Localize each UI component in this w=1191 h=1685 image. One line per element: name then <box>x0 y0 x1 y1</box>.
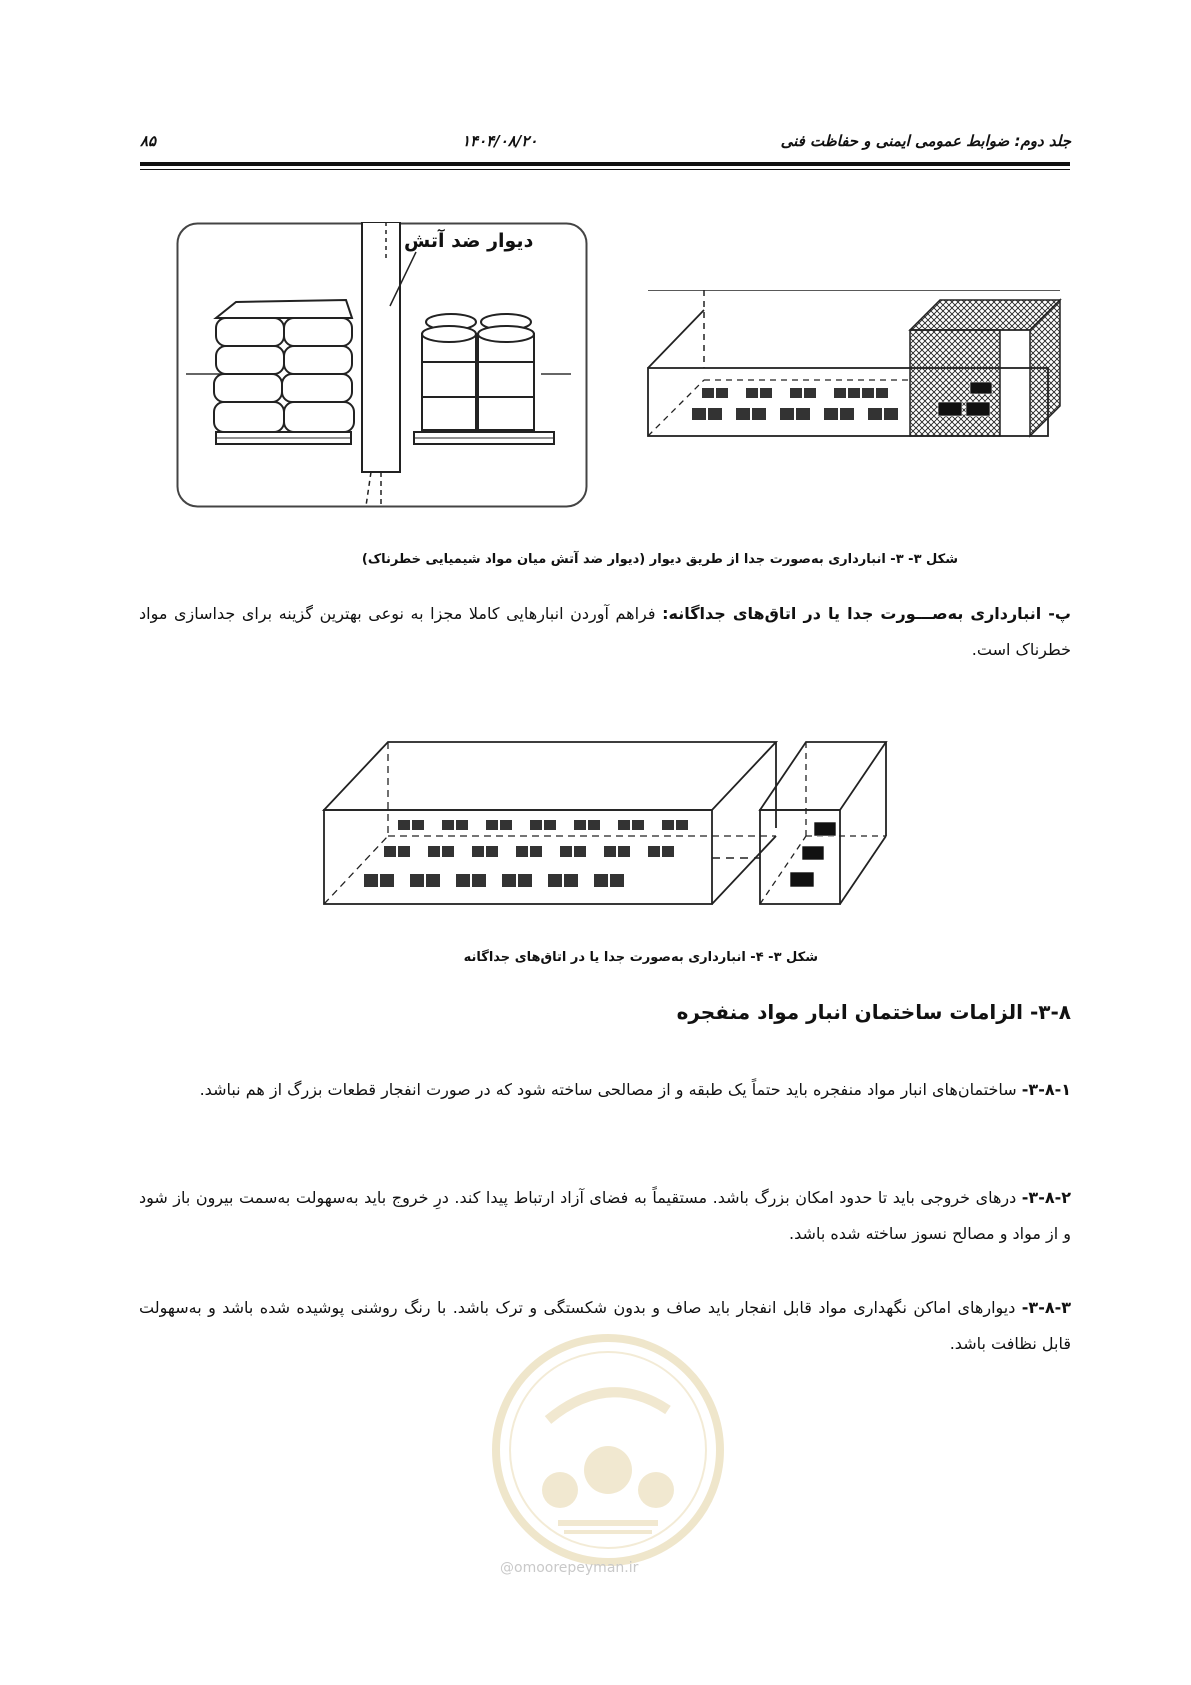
item-number: ۳-۸-۱- <box>1021 1080 1071 1099</box>
list-item <box>139 1072 1071 1108</box>
figure-hatched-room-illustration <box>640 290 1070 440</box>
list-item <box>139 1180 1071 1252</box>
page-number: ۸۵ <box>140 132 157 150</box>
running-header-title: جلد دوم: ضوابط عمومی ایمنی و حفاظت فنی <box>780 132 1071 150</box>
paragraph-body: فراهم آوردن انبارهایی کاملا مجزا به نوعی بهترین گزینه برای جداسازی مواد خطرناک است. <box>139 604 1071 659</box>
figure-separate-rooms-illustration <box>320 738 900 908</box>
item-text: درهای خروجی باید تا حدود امکان بزرگ باشد. مستقیماً به فضای آزاد ارتباط پیدا کند. درِ خروج باید به‌سهولت به‌سمت بیرون باز شود و از مواد و مصالح نسوز ساخته شده باشد. <box>139 1188 1071 1243</box>
item-number: ۳-۸-۲- <box>1021 1188 1071 1207</box>
header-date: ۱۴۰۴/۰۸/۲۰ <box>462 132 538 150</box>
firewall-label: دیوار ضد آتش <box>404 230 534 252</box>
watermark-logo <box>478 1330 738 1590</box>
item-text: ساختمان‌های انبار مواد منفجره باید حتماً یک طبقه و از مصالحی ساخته شود که در صورت انفجار قطعات بزرگ از هم نباشد. <box>199 1080 1022 1099</box>
section-heading: ۳-۸- الزامات ساختمان انبار مواد منفجره <box>676 1000 1071 1024</box>
header-rule-thick <box>140 162 1070 166</box>
paragraph-bold-lead: پ- انبارداری به‌صـــورت جدا یا در اتاق‌های جداگانه: <box>662 604 1072 623</box>
figure-3-4-caption: شکل ۳- ۴- انبارداری به‌صورت جدا یا در اتاق‌های جداگانه <box>463 950 818 965</box>
watermark-url: @omoorepeyman.ir <box>500 1560 639 1576</box>
item-number: ۳-۸-۳- <box>1021 1298 1071 1317</box>
item-text: دیوارهای اماکن نگهداری مواد قابل انفجار باید صاف و بدون شکستگی و ترک باشد. با رنگ روشنی پوشیده شده باشد و به‌سهولت قابل نظافت باشد. <box>139 1298 1071 1353</box>
paragraph-separate-rooms <box>139 596 1071 668</box>
header-rule-thin <box>140 169 1070 170</box>
figure-3-3-caption: شکل ۳- ۳- انبارداری به‌صورت جدا از طریق دیوار (دیوار ضد آتش میان مواد شیمیایی خطرناک) <box>361 552 958 567</box>
figure-firewall-illustration <box>176 222 588 508</box>
